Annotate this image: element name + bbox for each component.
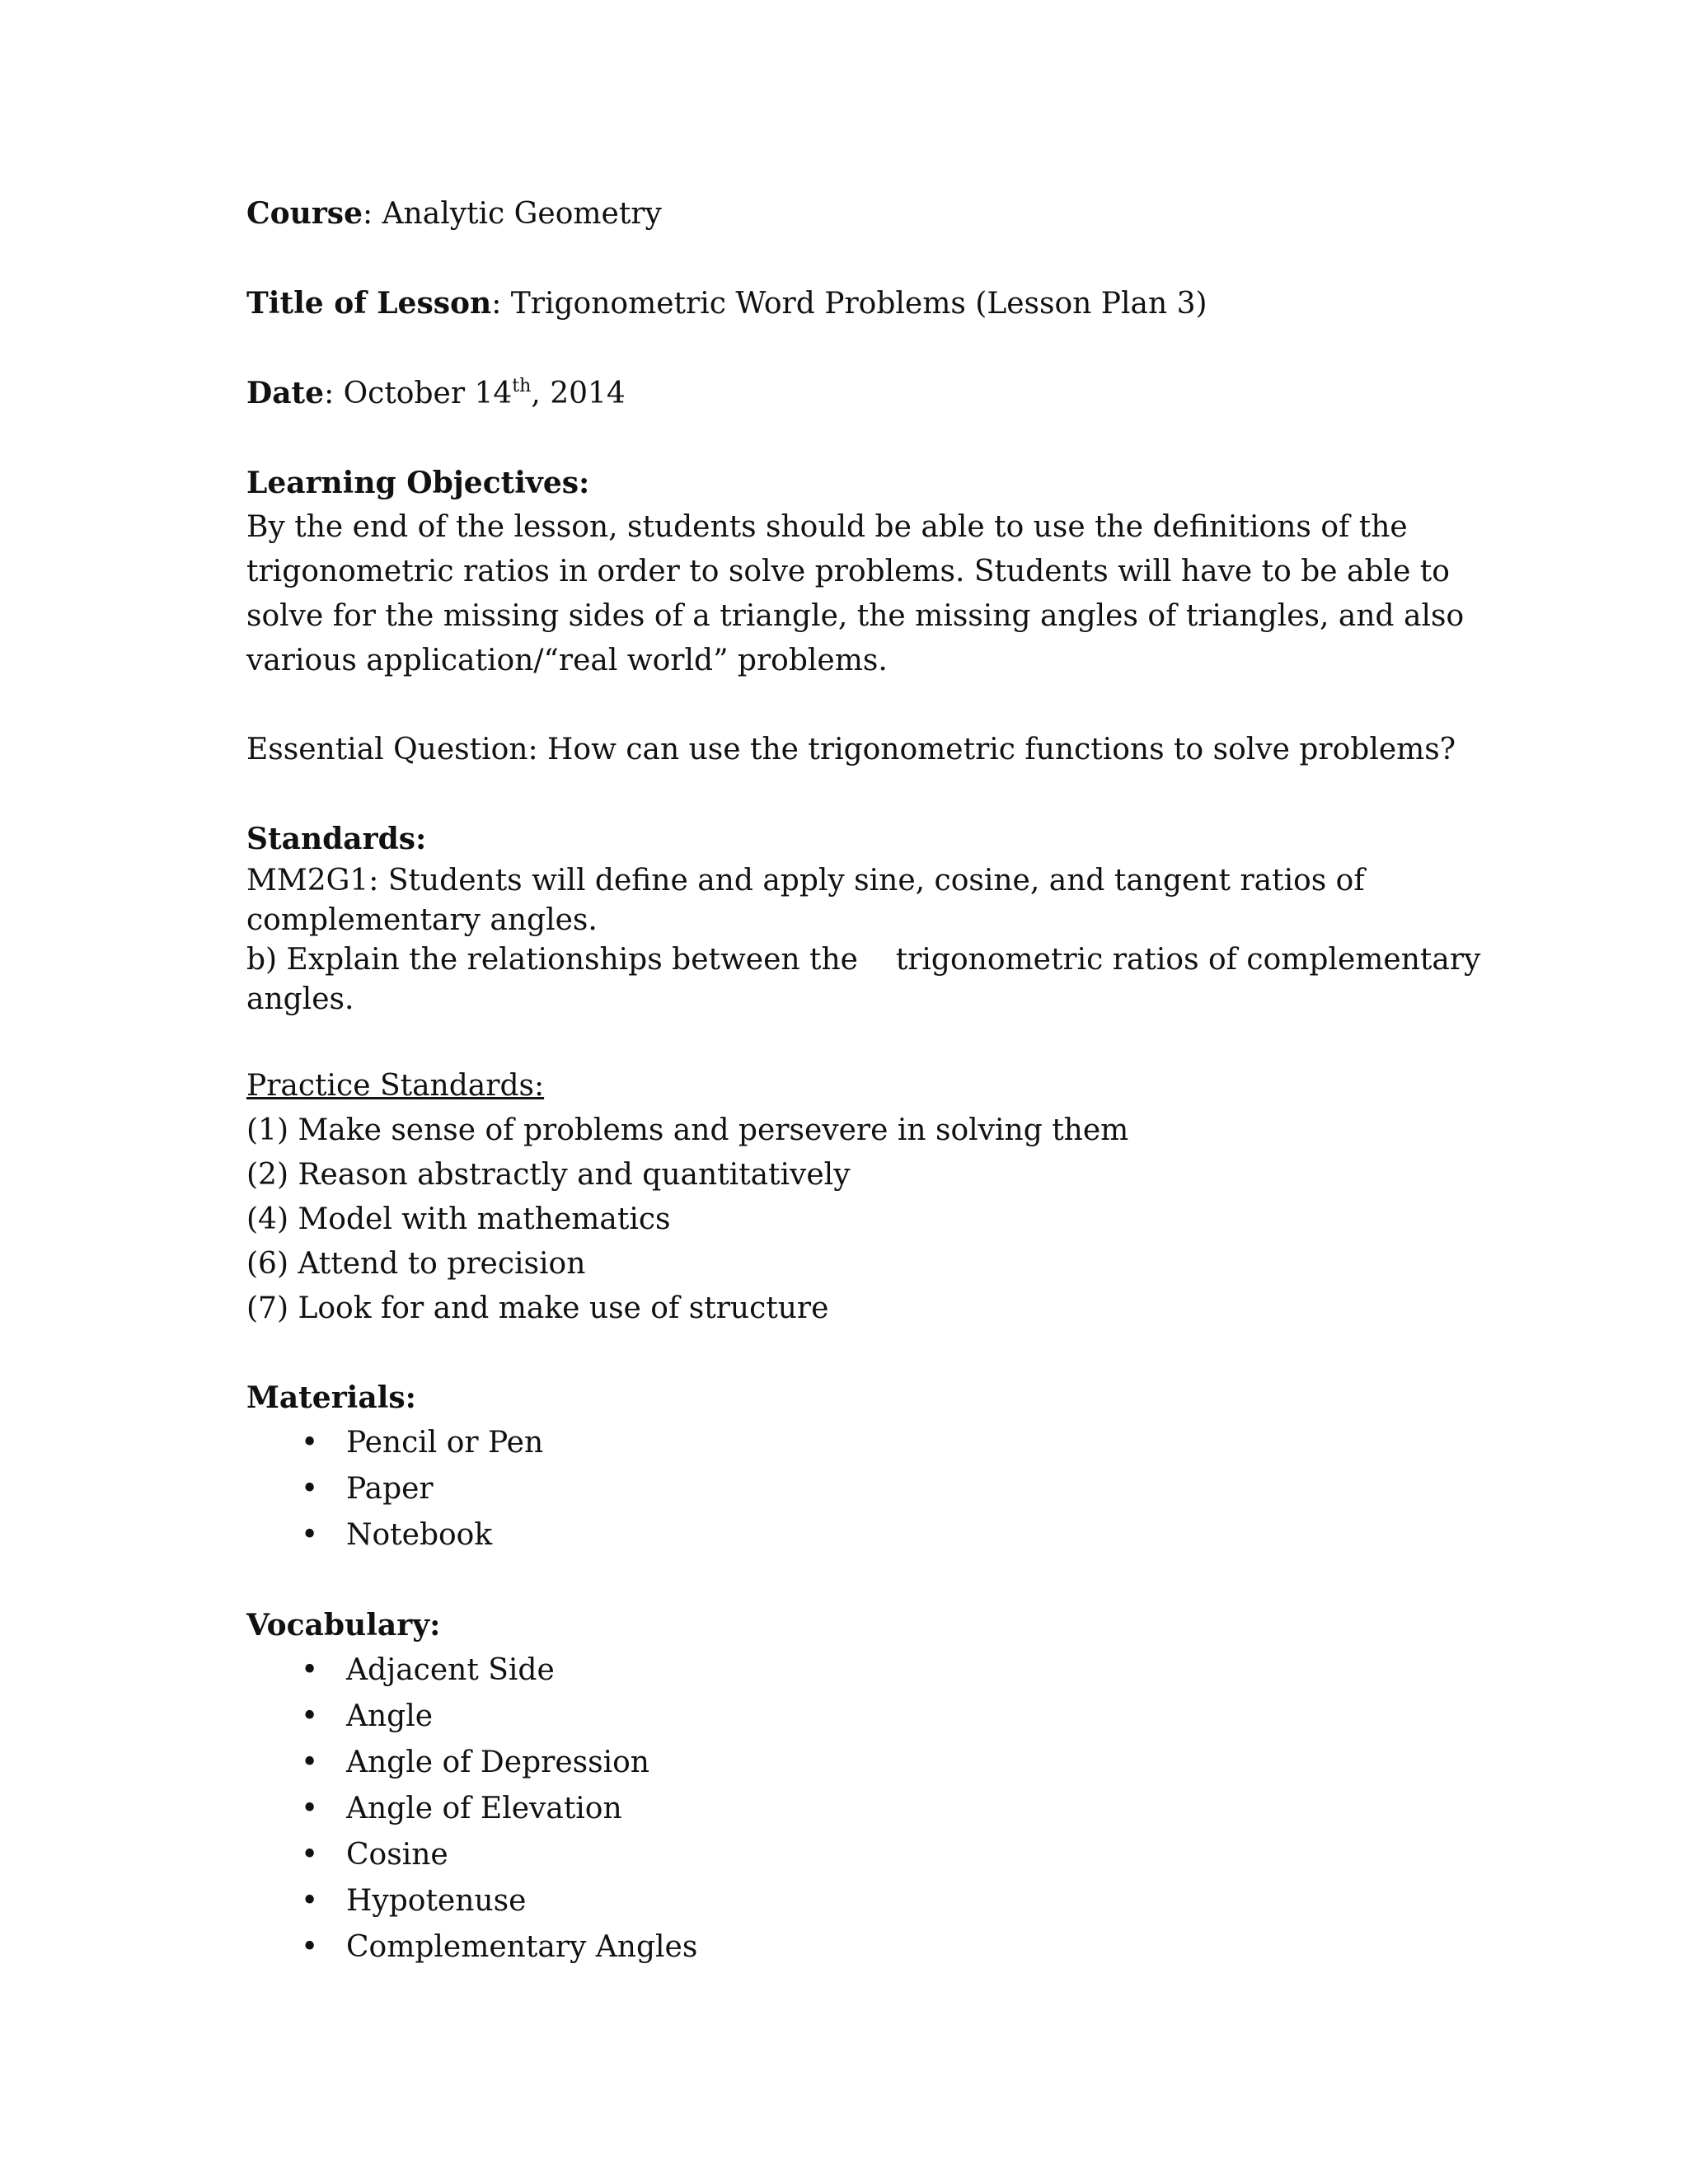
date-line: Date: October 14th, 2014 (246, 376, 626, 410)
practice-item: (7) Look for and make use of structure (246, 1291, 829, 1325)
bullet-icon: • (301, 1472, 319, 1506)
list-item-text: Cosine (346, 1838, 448, 1872)
practice-item: (2) Reason abstractly and quantitatively (246, 1158, 851, 1192)
practice-heading: Practice Standards: (246, 1069, 545, 1103)
bullet-icon: • (301, 1699, 319, 1733)
list-item-text: Adjacent Side (346, 1653, 555, 1687)
title-line: Title of Lesson: Trigonometric Word Problems (Lesson Plan 3) (246, 286, 1207, 321)
list-item (246, 1924, 1442, 1971)
list-item-text: Angle of Elevation (346, 1792, 622, 1825)
date-value-sup: th (512, 376, 532, 396)
vocabulary-list (246, 1647, 1442, 1971)
date-value-pre: October 14 (343, 377, 513, 410)
title-label: Title of Lesson (246, 286, 492, 321)
list-item (246, 1740, 1442, 1786)
list-item-text: Hypotenuse (346, 1884, 527, 1918)
course-line: Course: Analytic Geometry (246, 196, 662, 231)
practice-item: (4) Model with mathematics (246, 1202, 671, 1236)
list-item-text: Paper (346, 1472, 434, 1506)
list-item-text: Complementary Angles (346, 1930, 698, 1964)
date-label: Date (246, 376, 325, 410)
list-item (246, 1512, 1442, 1558)
list-item (246, 1694, 1442, 1740)
bullet-icon: • (301, 1884, 319, 1918)
materials-list (246, 1420, 1442, 1558)
list-item (246, 1647, 1442, 1694)
list-item (246, 1466, 1442, 1512)
objectives-line: solve for the missing sides of a triangle, the missing angles of triangles, and also (246, 599, 1465, 633)
bullet-icon: • (301, 1653, 319, 1687)
bullet-icon: • (301, 1426, 319, 1460)
objectives-heading: Learning Objectives: (246, 466, 590, 500)
list-item (246, 1786, 1442, 1832)
bullet-icon: • (301, 1930, 319, 1964)
objectives-line: By the end of the lesson, students should be able to use the definitions of the (246, 510, 1408, 544)
course-label: Course (246, 196, 363, 231)
list-item-text: Angle (346, 1699, 434, 1733)
bullet-icon: • (301, 1792, 319, 1825)
list-item (246, 1878, 1442, 1924)
standards-line: MM2G1: Students will define and apply sine, cosine, and tangent ratios of (246, 864, 1365, 898)
materials-heading: Materials: (246, 1380, 416, 1415)
course-value: Analytic Geometry (382, 197, 662, 231)
list-item (246, 1420, 1442, 1466)
standards-line: complementary angles. (246, 903, 598, 937)
practice-item: (1) Make sense of problems and persevere in solving them (246, 1113, 1129, 1147)
bullet-icon: • (301, 1746, 319, 1779)
standards-heading: Standards: (246, 822, 427, 856)
title-value: Trigonometric Word Problems (Lesson Plan 3) (510, 287, 1207, 321)
date-value-post: , 2014 (531, 377, 626, 410)
bullet-icon: • (301, 1518, 319, 1552)
objectives-line: trigonometric ratios in order to solve problems. Students will have to be able to (246, 555, 1450, 588)
objectives-line: various application/“real world” problems. (246, 644, 888, 677)
standards-line: b) Explain the relationships between the trigonometric ratios of complementary (246, 943, 1481, 977)
standards-line: angles. (246, 982, 354, 1016)
practice-item: (6) Attend to precision (246, 1247, 586, 1281)
essential-question: Essential Question: How can use the trigonometric functions to solve problems? (246, 733, 1456, 766)
list-item (246, 1832, 1442, 1878)
list-item-text: Pencil or Pen (346, 1426, 544, 1460)
lesson-plan-page (246, 191, 1481, 1971)
list-item-text: Angle of Depression (346, 1746, 649, 1779)
bullet-icon: • (301, 1838, 319, 1872)
vocabulary-heading: Vocabulary: (246, 1608, 441, 1643)
list-item-text: Notebook (346, 1518, 493, 1552)
